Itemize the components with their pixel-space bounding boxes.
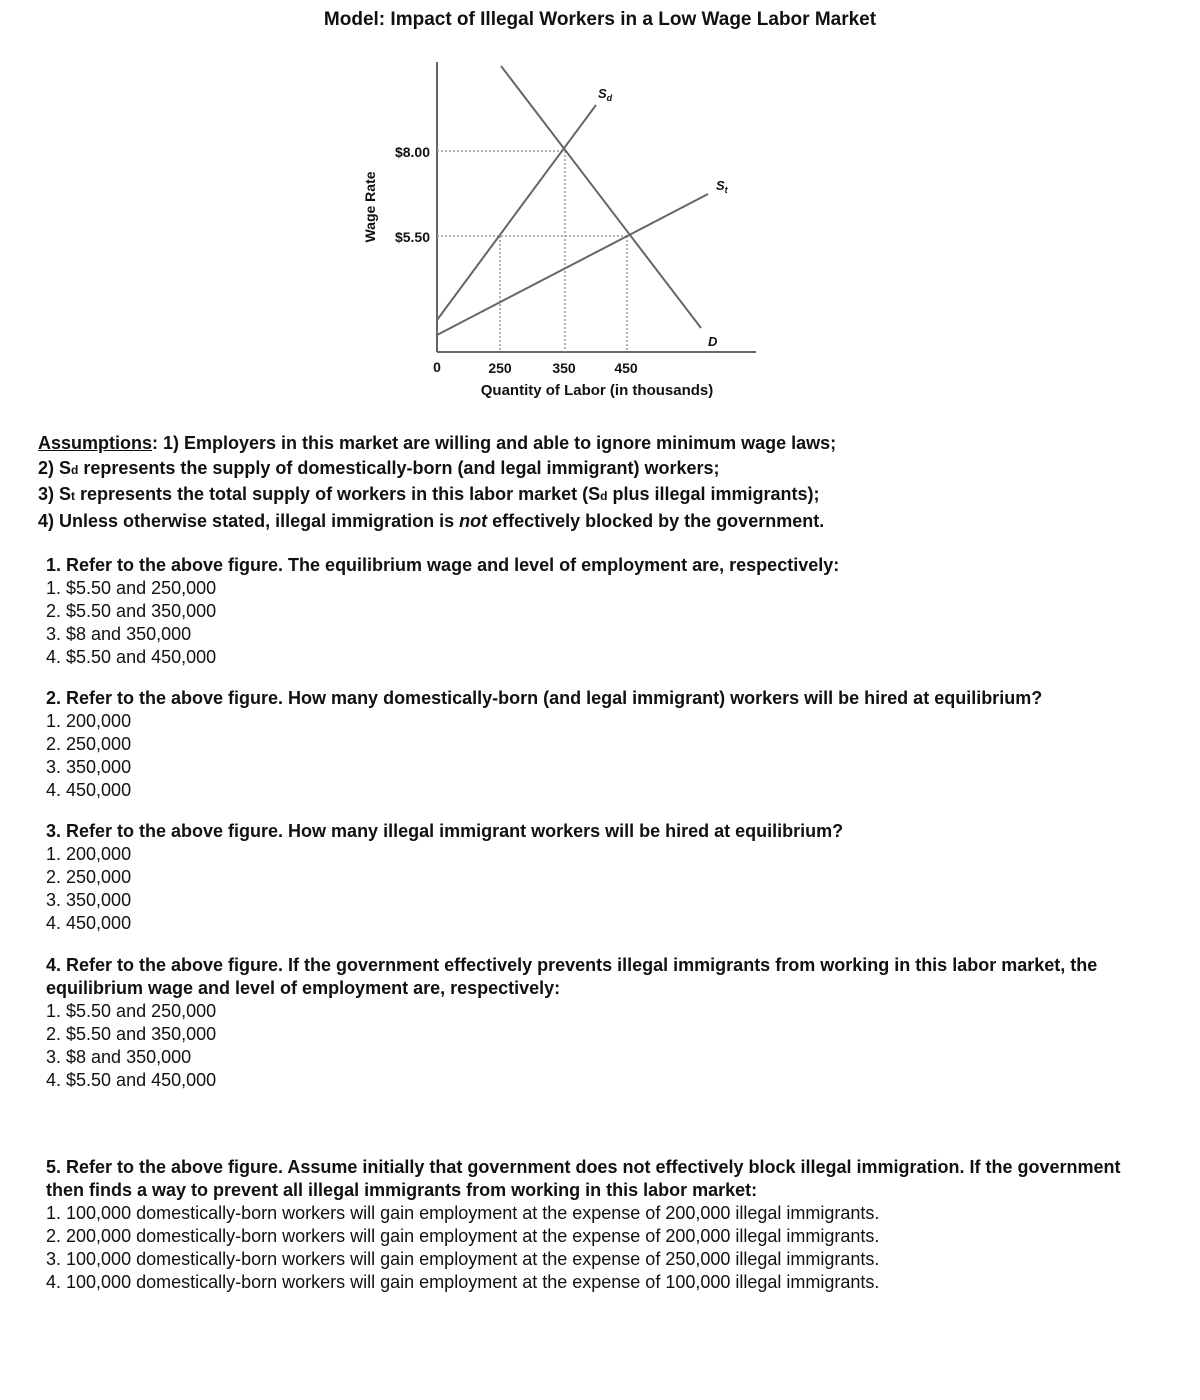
st-label: $S_t$ [716,178,728,195]
answer-option[interactable]: 2. $5.50 and 350,000 [46,601,217,621]
answer-option[interactable]: 2. 250,000 [46,867,132,887]
question-text: 1. Refer to the above figure. The equilibrium wage and level of employment are, respectively: [46,555,840,575]
y-tick-label: $8.00 [394,144,430,160]
assumption-1: Assumptions: 1) Employers in this market are willing and able to ignore minimum wage laws; [38,433,837,453]
answer-option[interactable]: 4. $5.50 and 450,000 [46,647,217,667]
answer-option[interactable]: 3. 350,000 [46,890,132,910]
question-1 [46,554,839,669]
question-4 [46,954,1186,1092]
sd-label: $S_d$ [598,86,613,103]
x-tick-label: 450 [614,360,638,376]
answer-option[interactable]: 1. $5.50 and 250,000 [46,1001,217,1021]
assumptions-heading: Assumptions [38,433,153,453]
demand-label: D [708,334,718,349]
answer-option[interactable]: 4. 450,000 [46,780,132,800]
assumption-4: 4) Unless otherwise stated, illegal immigration is not effectively blocked by the government. [38,510,825,531]
question-text: 3. Refer to the above figure. How many illegal immigrant workers will be hired at equilibrium? [46,821,844,841]
answer-option[interactable]: 4. $5.50 and 450,000 [46,1070,217,1090]
y-axis-label: Wage Rate [362,171,378,243]
labor-market-graph [0,0,1200,410]
assumption-2: 2) Sd represents the supply of domestically-born (and legal immigrant) workers; [38,457,720,478]
question-text: 2. Refer to the above figure. How many domestically-born (and legal immigrant) workers will be hired at equilibrium? [46,688,1043,708]
answer-option[interactable]: 4. 450,000 [46,913,132,933]
answer-option[interactable]: 1. 100,000 domestically-born workers will gain employment at the expense of 200,000 illegal immigrants. [46,1203,880,1223]
answer-option[interactable]: 3. $8 and 350,000 [46,624,192,644]
answer-option[interactable]: 1. 200,000 [46,844,132,864]
answer-option[interactable]: 1. $5.50 and 250,000 [46,578,217,598]
answer-option[interactable]: 2. 250,000 [46,734,132,754]
question-2 [46,687,1042,802]
sd-curve [437,105,596,320]
question-5 [46,1156,1146,1294]
assumption-3: 3) St represents the total supply of workers in this labor market (Sd plus illegal immigrants); [38,484,820,504]
x-tick-label: 250 [488,360,512,376]
assumptions-block [38,431,836,533]
question-text: 5. Refer to the above figure. Assume initially that government does not effectively block illegal immigration. If the government then finds a way to prevent all illegal immigrants from working in this labor market: [46,1157,1121,1200]
x-tick-label: 0 [433,359,441,375]
x-tick-label: 350 [552,360,576,376]
y-tick-label: $5.50 [394,229,430,245]
question-text: 4. Refer to the above figure. If the government effectively prevents illegal immigrants from working in this labor market, the equilibrium wage and level of employment are, respectively: [46,955,1098,998]
answer-option[interactable]: 3. 100,000 domestically-born workers will gain employment at the expense of 250,000 illegal immigrants. [46,1249,880,1269]
x-axis-label: Quantity of Labor (in thousands) [480,382,714,399]
demand-curve [501,66,701,328]
page-title: Model: Impact of Illegal Workers in a Low Wage Labor Market [323,9,877,30]
answer-option[interactable]: 3. 350,000 [46,757,132,777]
answer-option[interactable]: 2. 200,000 domestically-born workers will gain employment at the expense of 200,000 illegal immigrants. [46,1226,880,1246]
question-3 [46,820,843,935]
answer-option[interactable]: 2. $5.50 and 350,000 [46,1024,217,1044]
answer-option[interactable]: 1. 200,000 [46,711,132,731]
answer-option[interactable]: 4. 100,000 domestically-born workers will gain employment at the expense of 100,000 illegal immigrants. [46,1272,880,1292]
answer-option[interactable]: 3. $8 and 350,000 [46,1047,192,1067]
